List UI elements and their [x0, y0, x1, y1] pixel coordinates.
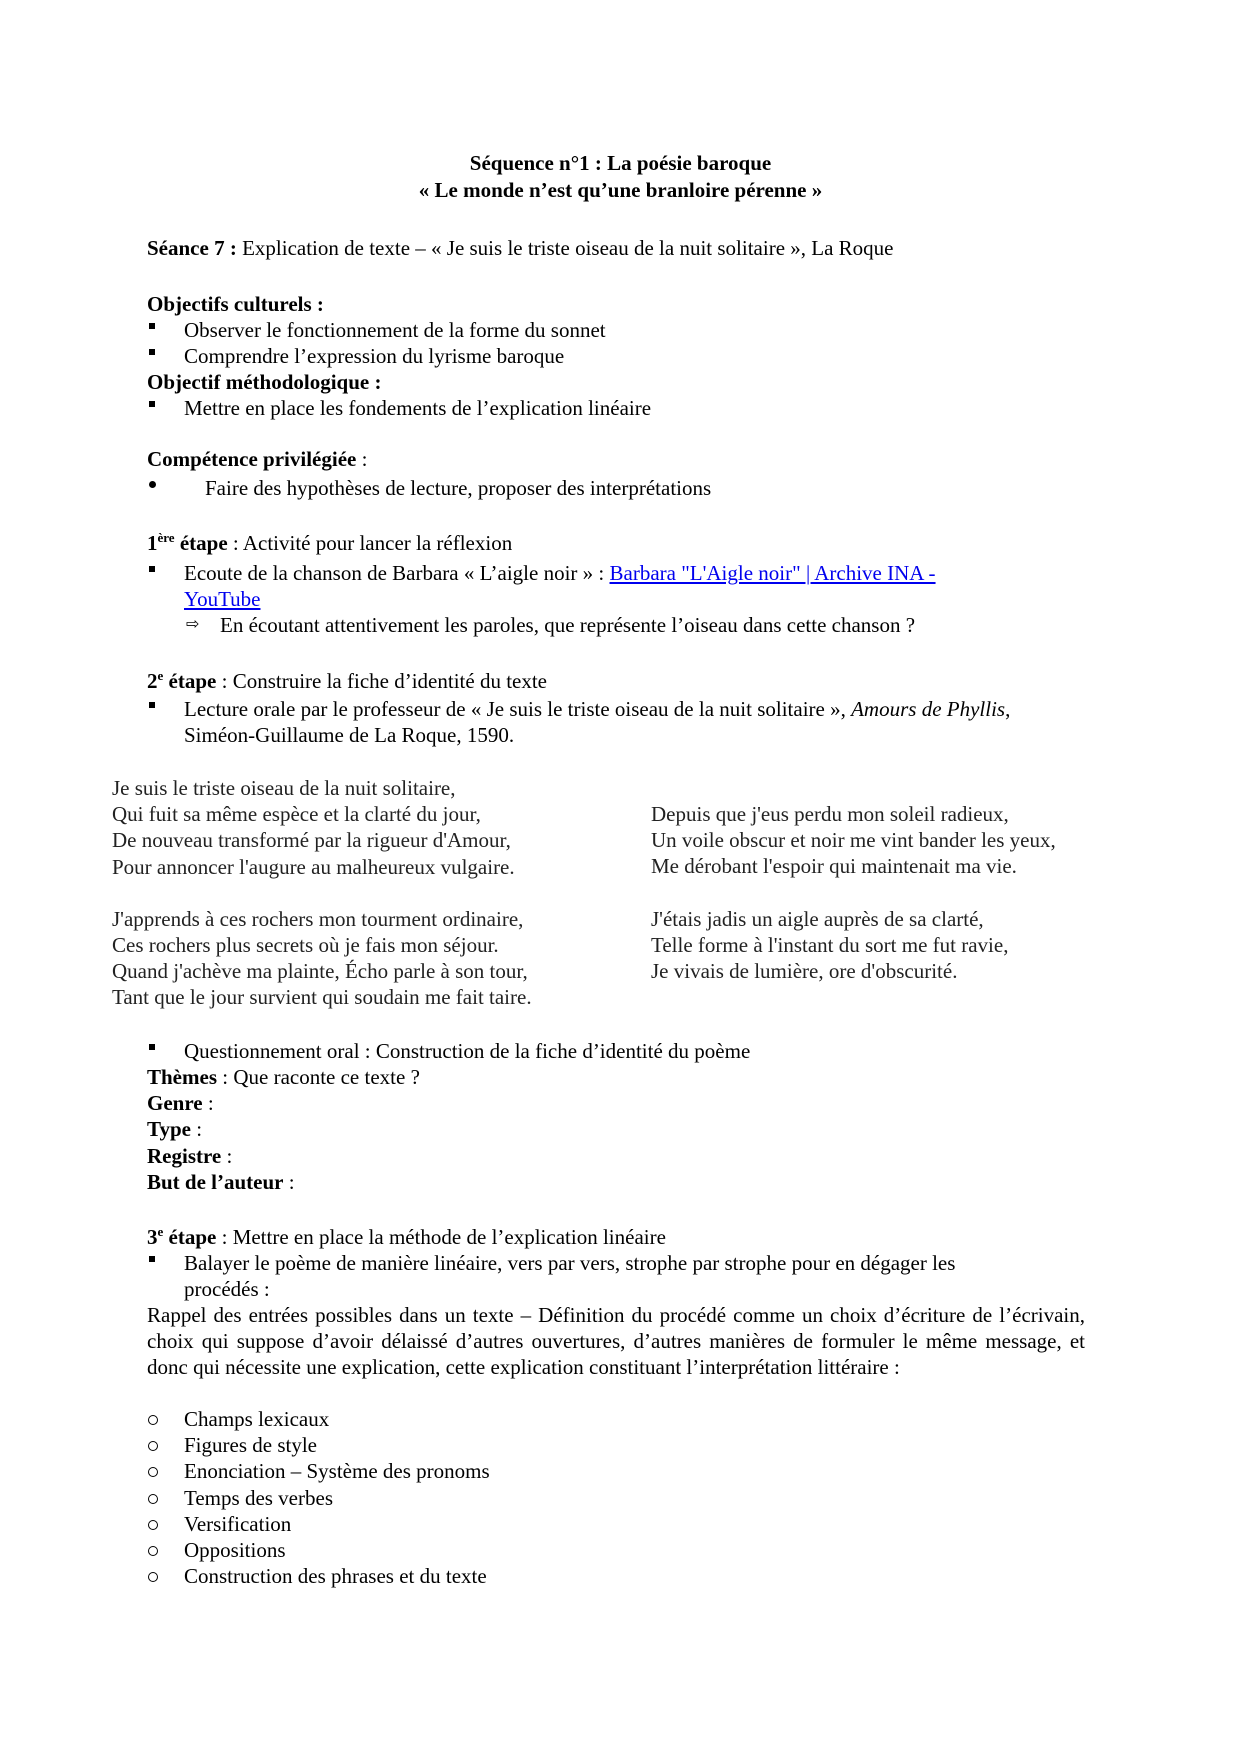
objectifs-culturels-heading: Objectifs culturels : [147, 292, 324, 316]
field-genre: Genre : [147, 1091, 214, 1116]
list-item: Enonciation – Système des pronoms [147, 1458, 747, 1484]
bullet-square-icon [149, 1044, 155, 1050]
question-text: En écoutant attentivement les paroles, que représente l’oiseau dans cette chanson ? [220, 613, 916, 637]
list-item: Construction des phrases et du texte [147, 1563, 747, 1589]
bullet-circle-icon [148, 1520, 158, 1530]
competence-heading: Compétence privilégiée : [147, 447, 368, 471]
bullet-circle-icon [148, 1572, 158, 1582]
bullet-square-icon [149, 349, 155, 355]
list-item-continued: procédés : [184, 1277, 270, 1301]
bullet-square-icon [149, 1256, 155, 1262]
bullet-square-icon [149, 566, 155, 572]
field-type: Type : [147, 1117, 203, 1142]
list-item: Oppositions [147, 1537, 747, 1563]
arrow-right-icon: ⇨ [186, 616, 200, 633]
list-item: Mettre en place les fondements de l’explication linéaire [184, 396, 652, 420]
list-item: Ecoute de la chanson de Barbara « L’aigle noir » : Barbara "L'Aigle noir" | Archive INA - [184, 561, 936, 585]
title-line1: Séquence n°1 : La poésie baroque [469, 151, 772, 175]
bullet-circle-icon [148, 1494, 158, 1504]
etape1-heading: 1ère étape : Activité pour lancer la réflexion [147, 530, 513, 555]
poem-left-column: Je suis le triste oiseau de la nuit solitaire, Qui fuit sa même espèce et la clarté du jour, De nouveau transformé par la rigueur d'Amour, Pour annoncer l'augure au malheureux vulgaire. J'apprends à ces rochers mon tourment ordinaire, Ces rochers plus secrets où je fais mon séjour. Quand j'achève ma plainte, Écho parle à son tour, Tant que le jour survient qui soudain me fait taire. [112, 776, 532, 1010]
field-themes: Thèmes : Que raconte ce texte ? [147, 1065, 420, 1089]
list-item: Questionnement oral : Construction de la fiche d’identité du poème [184, 1039, 751, 1063]
list-item: Observer le fonctionnement de la forme du sonnet [184, 318, 606, 342]
list-item: Lecture orale par le professeur de « Je suis le triste oiseau de la nuit solitaire », Amours de Phyllis, [184, 697, 1011, 721]
rappel-paragraph: Rappel des entrées possibles dans un texte – Définition du procédé comme un choix d’écriture de l’écrivain, choix qui suppose d’avoir délaissé d’autres ouvertures, d’autres manières de formuler le même message, et donc qui nécessite une explication, cette explication constituant l’interprétation littéraire : [147, 1303, 1085, 1380]
poem-right-column: Depuis que j'eus perdu mon soleil radieux, Un voile obscur et noir me vint bander les yeux, Me dérobant l'espoir qui maintenait ma vie. J'étais jadis un aigle auprès de sa clarté, Telle forme à l'instant du sort me fut ravie, Je vivais de lumière, ore d'obscurité. [651, 802, 1056, 984]
list-item-continued: Siméon-Guillaume de La Roque, 1590. [184, 723, 515, 747]
objectif-methodo-heading: Objectif méthodologique : [147, 370, 382, 394]
list-item: Temps des verbes [147, 1485, 747, 1511]
field-but: But de l’auteur : [147, 1169, 295, 1194]
entrees-list [147, 1406, 747, 1589]
youtube-link-continued[interactable]: YouTube [184, 587, 261, 611]
bullet-dot-icon [149, 481, 156, 488]
bullet-square-icon [149, 401, 155, 407]
etape2-heading: 2e étape : Construire la fiche d’identité du texte [147, 668, 548, 693]
list-item: Balayer le poème de manière linéaire, vers par vers, strophe par strophe pour en dégager les [184, 1251, 956, 1275]
bullet-circle-icon [148, 1441, 158, 1451]
list-item: Champs lexicaux [147, 1406, 747, 1432]
bullet-square-icon [149, 323, 155, 329]
bullet-circle-icon [148, 1546, 158, 1556]
bullet-circle-icon [148, 1467, 158, 1477]
fiche-fields [147, 1064, 420, 1195]
list-item: Comprendre l’expression du lyrisme baroque [184, 344, 565, 368]
list-item: Versification [147, 1511, 747, 1537]
youtube-link[interactable]: Barbara "L'Aigle noir" | Archive INA - [609, 561, 936, 585]
list-item: Figures de style [147, 1432, 747, 1458]
bullet-square-icon [149, 702, 155, 708]
list-item: Faire des hypothèses de lecture, proposer des interprétations [205, 476, 712, 500]
seance-line: Séance 7 : Explication de texte – « Je suis le triste oiseau de la nuit solitaire », La Roque [147, 236, 894, 260]
field-registre: Registre : [147, 1143, 233, 1168]
title-line2: « Le monde n’est qu’une branloire pérenne » [418, 178, 823, 202]
bullet-circle-icon [148, 1415, 158, 1425]
etape3-heading: 3e étape : Mettre en place la méthode de l’explication linéaire [147, 1224, 666, 1249]
